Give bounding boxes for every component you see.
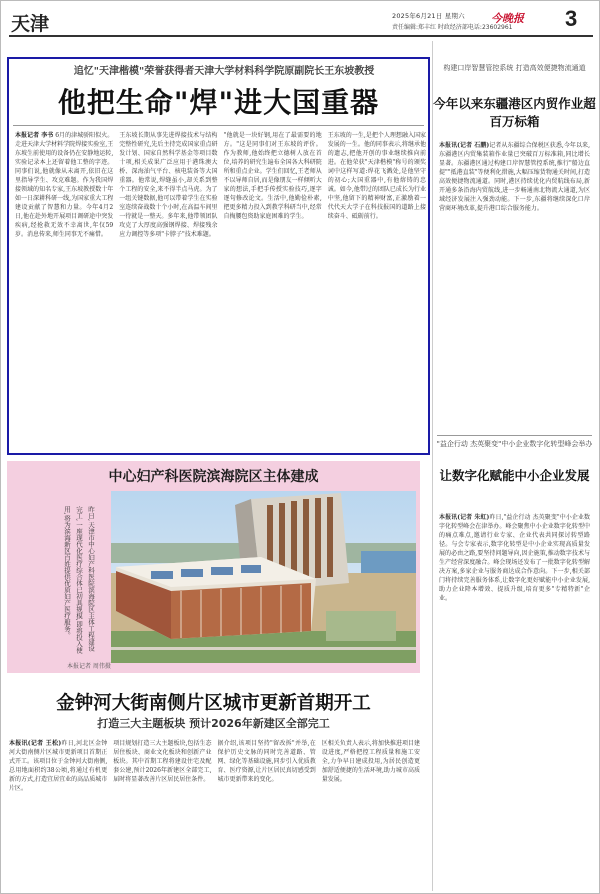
right-divider <box>437 435 592 436</box>
banner-title: 中心妇产科医院滨海院区主体建成 <box>108 469 319 485</box>
digital-article-kicker: "益企行动 杰英聚变"中小企业数字化转型峰会举办 <box>436 440 593 448</box>
bottom-column-text: 区相关负责人表示,将加快推进项目建设进度,严格把控工程质量和施工安全,力争早日建成投用,为居民创造更加舒适便捷的生活环境,助力城市高质量发展。 <box>321 740 420 783</box>
feature-column <box>224 131 322 449</box>
digital-article-title[interactable]: 让数字化赋能中小企业发展 <box>439 468 590 483</box>
bottom-subheadline: 打造三大主题板块 预计2026年新建区全部完工 <box>97 717 330 730</box>
feature-column-text: 王东坡的一生,是把个人理想融入国家发展的一生。他的同事表示,将继承他的遗志,把他开创的事业继续推向前进。在他荣获"天津楷模"称号的颁奖词中这样写道:焊花飞溅处,是他坚守的初心;大国重器中,有他熔铸的忠诚。如今,他带过的团队已成长为行业中坚,他留下的精神财富,正激励着一代代天大学子在科技报国的道路上接续奋斗、砥砺前行。 <box>327 132 426 220</box>
newspaper-logo: 今晚报 <box>491 12 524 25</box>
section-name: 天津 <box>11 13 50 35</box>
port-article-body: 记者从东疆综合保税区获悉,今年以来,东疆港区内贸集装箱作业量已突破百万标准箱,同比增长显著。东疆港区通过构建口岸智慧管控系统,推行"船边直提""抵港直装"等便利化措施,大幅压缩货物通关时间,打造高效便捷物流通道。同时,港区持续优化内贸航线布局,新开通多条沿海内贸航线,进一步畅通南北物流大通道,为区域经济发展注入强劲动能。下一步,东疆将继续深化口岸营商环境改革,提升港口综合服务能力。 <box>439 142 590 212</box>
feature-column-text: 王东坡长期从事先进焊接技术与结构完整性研究,先后主持完成国家重点研发计划、国家自然科学基金等项目数十项,相关成果广泛应用于港珠澳大桥、深海油气平台、核电装备等大国重器。他常说,焊缝虽小,却关系到整个工程的安全,来不得半点马虎。为了一组关键数据,他可以带着学生在实验室连续奋战数十个小时,在高温车间里一待就是一整天。多年来,他带领团队攻克了大厚度高强钢焊接、焊接残余应力调控等多项"卡脖子"技术难题。 <box>119 132 218 238</box>
bottom-column <box>218 739 316 889</box>
photo-caption: 昨日,天津市中心妇产科医院滨海院区主体工程建设完工,一座现代化医疗综合体已初具规模,即将投入使用,将为滨海新区百姓提供优质妇产医疗服务。 <box>63 506 95 654</box>
feature-byline: 本报记者 李书 <box>15 132 54 139</box>
feature-body <box>15 131 426 449</box>
bottom-column-text: 项目规划打造三大主题板块,包括生态居住板块、商业文化板块和创新产业板块。其中首期工程将建设住宅及配套公建,预计2026年新建区全部完工,届时将显著改善片区居民居住条件。 <box>113 740 212 783</box>
port-article-kicker: 构建口岸智慧管控系统 打造高效便捷物流通道 <box>443 64 586 72</box>
bottom-article-body[interactable] <box>9 739 420 889</box>
port-article-byline: 本报讯(记者 石鹏) <box>439 142 490 149</box>
page-number: 3 <box>565 6 578 31</box>
digital-article-body: 昨日,"益企行动 杰英聚变"中小企业数字化转型峰会在津举办。峰会聚焦中小企业数字化转型中的痛点难点,邀请行业专家、企业代表共同探讨转型路径。与会专家表示,数字化转型是中小企业实现高质量发展的必由之路,要坚持问题导向,因企施策,推动数字技术与生产经营深度融合。峰会现场还发布了一批数字化转型解决方案,多家企业与服务商达成合作意向。下一步,相关部门将持续完善服务体系,让数字化更好赋能中小企业发展,助力企业降本增效、提质升级,培育更多"专精特新"企业。 <box>439 514 590 602</box>
digital-article-byline: 本报讯(记者 朱虹) <box>439 514 490 521</box>
bottom-byline: 本报讯(记者 王松) <box>9 740 62 747</box>
photo-credit: 本报记者 周伟摄 <box>67 663 111 670</box>
digital-article-text <box>439 513 590 885</box>
port-article-title[interactable]: 今年以来东疆港区内贸作业超百万标箱 <box>433 96 596 129</box>
editor-info: 责任编辑:郑丰红 时政经济部电话:23602961 <box>392 24 513 31</box>
bottom-column-text: 昨日,河北区金钟河大街南侧片区城市更新项目首期正式开工。该项目位于金钟河大街南侧,总用地面积约38公顷,将通过有机更新的方式,打造宜居宜业的高品质城市片区。 <box>9 740 108 792</box>
page-header <box>9 7 593 37</box>
feature-column <box>119 131 217 449</box>
bottom-headline: 金钟河大街南侧片区城市更新首期开工 <box>56 693 371 714</box>
bottom-column <box>322 739 420 889</box>
bottom-column <box>113 739 211 889</box>
bottom-column-text: 据介绍,该项目坚持"留改拆"并举,在保护历史文脉的同时完善道路、管网、绿化等基础设施,同步引入优质教育、医疗资源,让片区居民真切感受到城市更新带来的变化。 <box>217 740 316 783</box>
feature-article[interactable] <box>7 57 430 455</box>
feature-kicker: 追忆"天津楷模"荣誉获得者天津大学材料科学院原副院长王东坡教授 <box>73 66 375 77</box>
right-column <box>432 41 595 891</box>
hospital-photo <box>111 491 416 663</box>
port-article-text <box>439 141 590 433</box>
feature-column-text: 6月的津城骄阳似火。走进天津大学材料学院焊接实验室,王东坡生前使用的设备仍在安静地运转,实验记录本上还留着他工整的字迹。同事们说,他就像从未离开,依旧在这里指导学生、攻克难题。作为我国焊接领域的知名专家,王东坡教授数十年如一日深耕科研一线,为国家重大工程建设贡献了智慧和力量。今年4月2日,他在赴外地开展项目调研途中突发疾病,经抢救无效不幸离世,年仅59岁。消息传来,师生同事无不痛惜。 <box>15 132 114 238</box>
feature-column-text: "他就是一块好钢,用在了最需要的地方。"这是同事们对王东坡的评价。作为教师,他始终把立德树人放在首位,培养的研究生遍布全国各大科研院所和重点企业。学生们回忆,王老师从不以导师自居,而是像朋友一样倾听大家的想法,手把手传授实验技巧,逐字逐句修改论文。生活中,他勤俭朴素,把更多精力投入到教学科研当中,经常自掏腰包资助家庭困难的学生。 <box>223 132 322 220</box>
bottom-column <box>9 739 107 889</box>
photo-banner[interactable] <box>7 461 420 673</box>
feature-column <box>328 131 426 449</box>
feature-headline: 他把生命"焊"进大国重器 <box>57 86 380 119</box>
feature-column <box>15 131 113 449</box>
headline-divider <box>13 125 424 126</box>
issue-date: 2025年6月21日 星期六 <box>392 12 465 20</box>
